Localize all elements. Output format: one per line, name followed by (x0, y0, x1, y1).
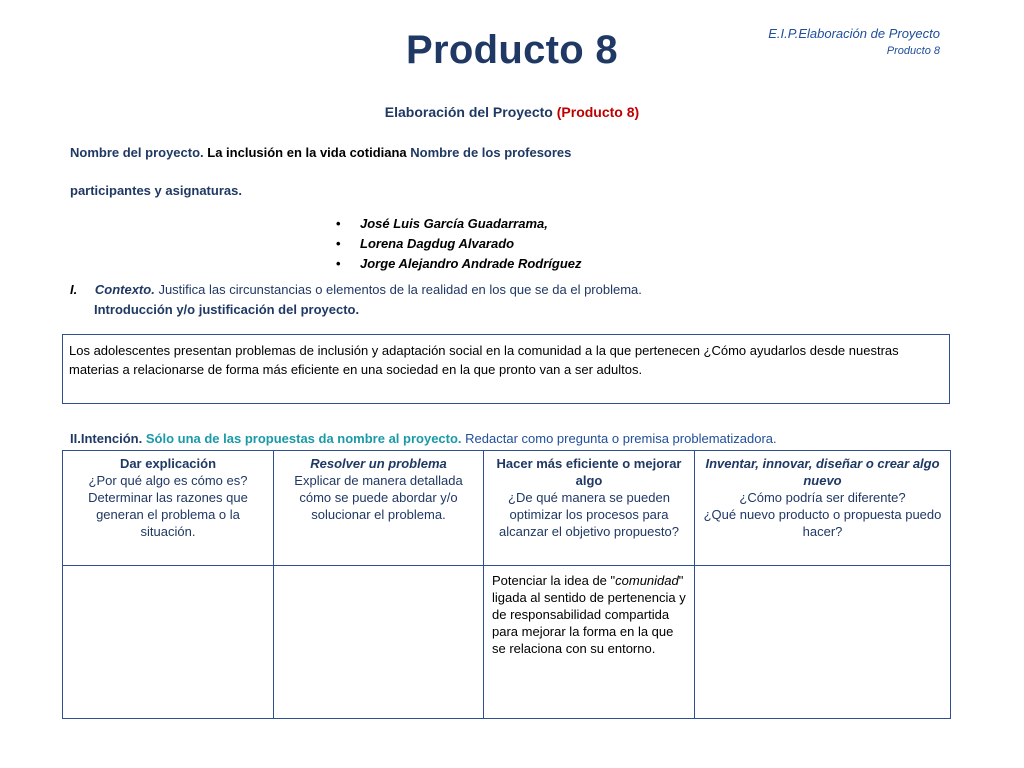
context-sub: Introducción y/o justificación del proyecto. (94, 302, 360, 317)
teacher-name: Lorena Dagdug Alvarado (360, 236, 515, 251)
table-header-cell (484, 451, 695, 566)
bullet-icon: • (336, 236, 341, 251)
project-name: La inclusión en la vida cotidiana (207, 145, 407, 160)
bullet-icon: • (336, 256, 341, 271)
answer-post: " ligada al sentido de pertenencia y de responsabilidad compartida para mejorar la forma en la que se relaciona con su entorno. (492, 573, 686, 656)
list-item (336, 254, 582, 274)
context-heading (70, 282, 642, 297)
table-header-cell (63, 451, 274, 566)
table-header-cell (274, 451, 484, 566)
column-line: ¿Cómo podría ser diferente? (739, 490, 906, 505)
column-line: ¿De qué manera se pueden optimizar los procesos para alcanzar el objetivo propuesto? (499, 490, 679, 539)
column-title: Dar explicación (119, 456, 217, 471)
teachers-list (336, 214, 582, 274)
intention-heading (70, 431, 777, 446)
answer-cell-4[interactable] (695, 566, 951, 719)
context-text: Justifica las circunstancias o elementos de la realidad en los que se da el problema. (158, 282, 642, 297)
answer-cell-1[interactable] (63, 566, 274, 719)
table-row (63, 451, 951, 566)
column-title: Hacer más eficiente o mejorar algo (496, 456, 682, 488)
intention-teal: Sólo una de las propuestas da nombre al proyecto. (145, 431, 462, 446)
teachers-label-a: Nombre de los profesores (410, 145, 572, 160)
column-line: ¿Por qué algo es cómo es? (88, 473, 248, 488)
subtitle-paren: (Producto 8) (556, 104, 640, 120)
context-number: I. (70, 282, 78, 297)
subtitle-main: Elaboración del Proyecto (384, 104, 553, 120)
list-item (336, 214, 582, 234)
column-title: Resolver un problema (310, 456, 447, 471)
column-line: ¿Qué nuevo producto o propuesta puedo hacer? (703, 507, 942, 539)
intention-table (62, 450, 951, 719)
header-line-1: E.I.P.Elaboración de Proyecto (768, 26, 940, 41)
answer-cell-3[interactable] (484, 566, 695, 719)
column-line: Explicar de manera detallada cómo se puede abordar y/o solucionar el problema. (294, 473, 463, 522)
teacher-name: Jorge Alejandro Andrade Rodríguez (360, 256, 582, 271)
subtitle (0, 104, 1024, 120)
context-box[interactable]: Los adolescentes presentan problemas de inclusión y adaptación social en la comunidad a la que pertenecen ¿Cómo ayudarlos desde nuestras materias a relacionarse de forma más eficiente en una sociedad en la que pronto van a ser adultos. (62, 334, 950, 404)
header-line-2: Producto 8 (886, 45, 940, 57)
table-header-cell (695, 451, 951, 566)
project-label: Nombre del proyecto. (70, 145, 204, 160)
project-name-line (70, 145, 571, 160)
teachers-label-b: participantes y asignaturas. (70, 183, 242, 198)
answer-cell-2[interactable] (274, 566, 484, 719)
intention-label: Intención. (80, 431, 143, 446)
answer-italic: comunidad (615, 573, 679, 588)
intention-text: Redactar como pregunta o premisa problematizadora. (465, 431, 777, 446)
context-label: Contexto. (94, 282, 155, 297)
column-title: Inventar, innovar, diseñar o crear algo nuevo (705, 456, 940, 488)
list-item (336, 234, 582, 254)
table-row (63, 566, 951, 719)
column-line: Determinar las razones que generan el problema o la situación. (88, 490, 248, 539)
answer-pre: Potenciar la idea de " (492, 573, 616, 588)
bullet-icon: • (336, 216, 341, 231)
intention-number: II. (70, 431, 81, 446)
page-title: Producto 8 (406, 28, 618, 72)
teacher-name: José Luis García Guadarrama, (360, 216, 548, 231)
